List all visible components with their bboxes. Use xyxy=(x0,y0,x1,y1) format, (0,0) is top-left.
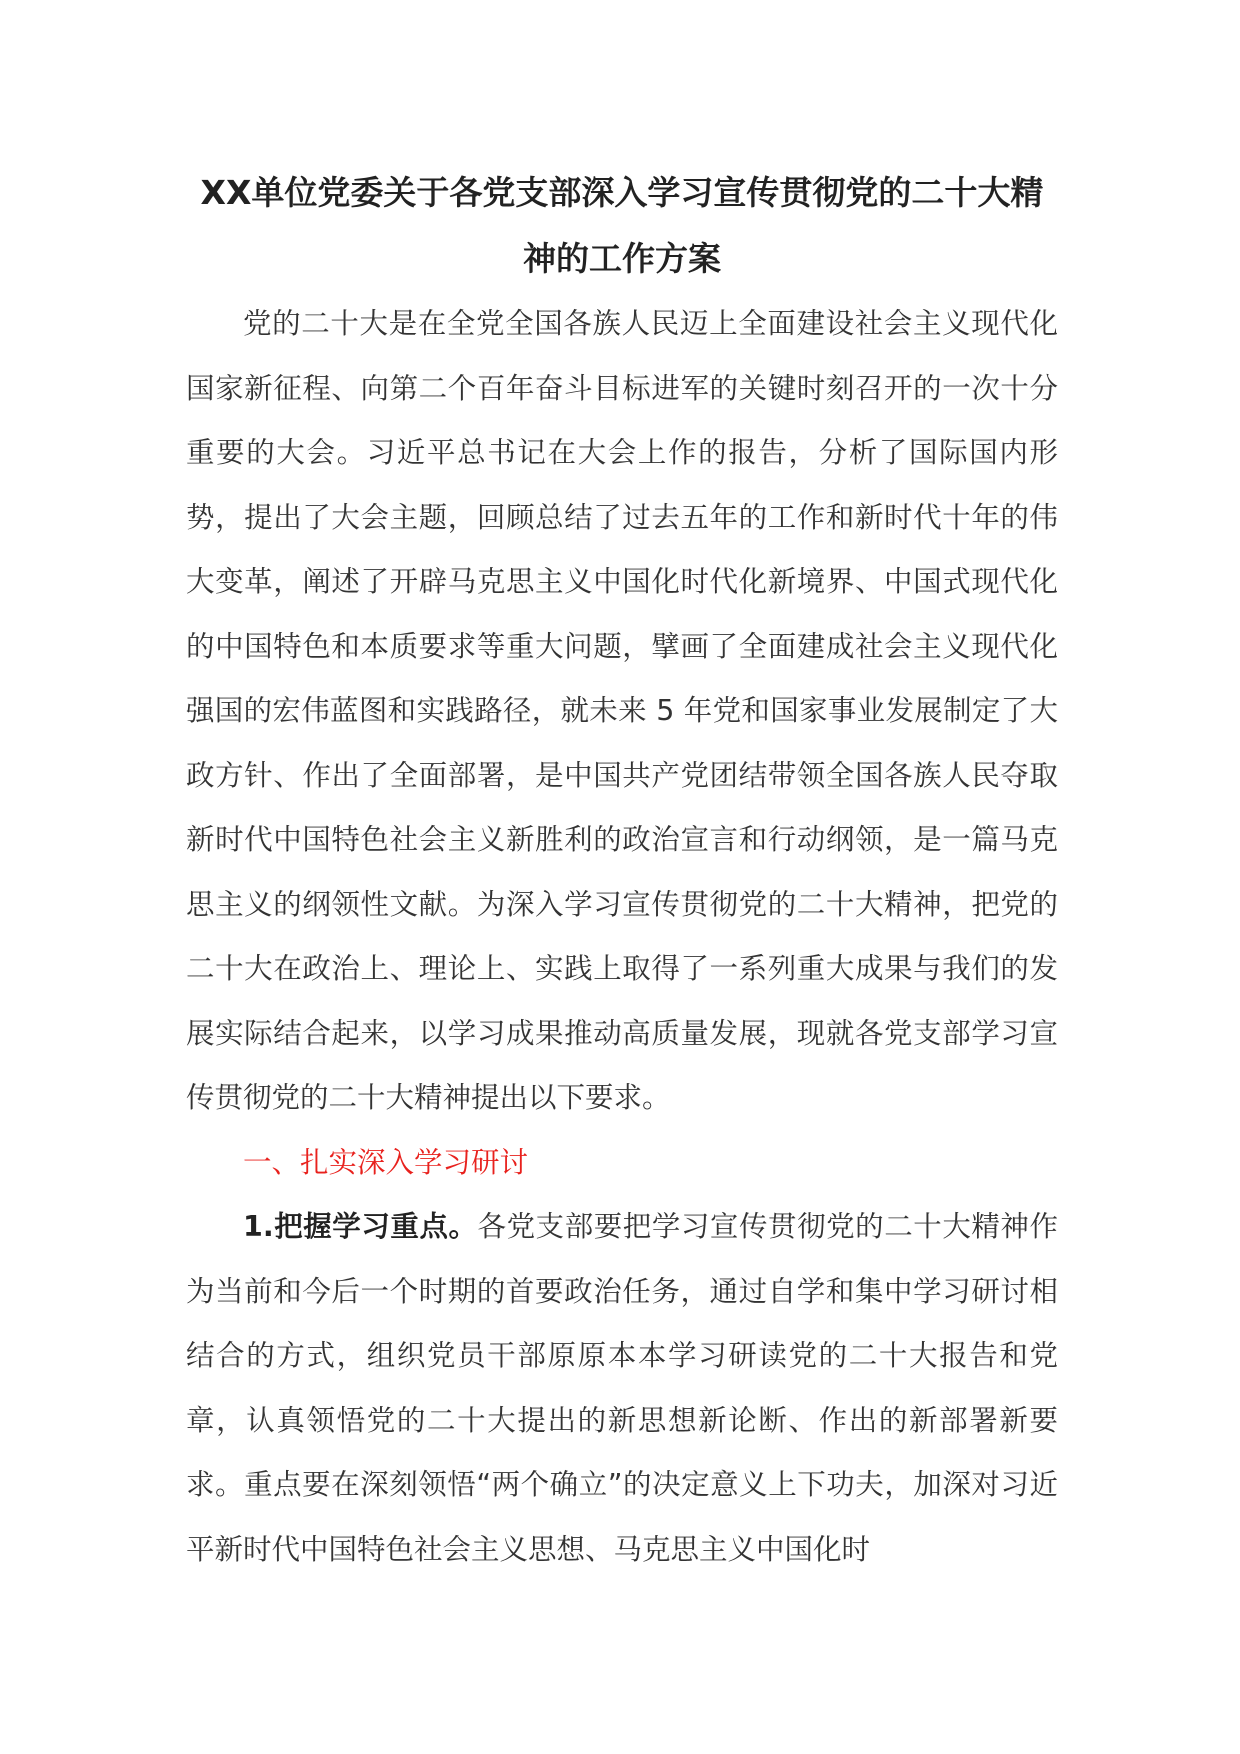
document-title xyxy=(186,160,1058,292)
section-1-heading: 一、扎实深入学习研讨 xyxy=(243,1145,529,1179)
title-line-2: 神的工作方案 xyxy=(523,239,721,278)
item-1-paragraph xyxy=(186,1195,1058,1582)
title-line-1: XX单位党委关于各党支部深入学习宣传贯彻党的二十大精 xyxy=(200,173,1044,212)
item-1-lead: 1.把握学习重点。 xyxy=(243,1210,478,1243)
intro-paragraph: 党的二十大是在全党全国各族人民迈上全面建设社会主义现代化国家新征程、向第二个百年奋斗目标进军的关键时刻召开的一次十分重要的大会。习近平总书记在大会上作的报告，分析了国际国内形势，提出了大会主题，回顾总结了过去五年的工作和新时代十年的伟大变革，阐述了开辟马克思主义中国化时代化新境界、中国式现代化的中国特色和本质要求等重大问题，擘画了全面建成社会主义现代化强国的宏伟蓝图和实践路径，就未来 5 年党和国家事业发展制定了大政方针、作出了全面部署，是中国共产党团结带领全国各族人民夺取新时代中国特色社会主义新胜利的政治宣言和行动纲领，是一篇马克思主义的纲领性文献。为深入学习宣传贯彻党的二十大精神，把党的二十大在政治上、理论上、实践上取得了一系列重大成果与我们的发展实际结合起来，以学习成果推动高质量发展，现就各党支部学习宣传贯彻党的二十大精神提出以下要求。 xyxy=(186,307,1058,1114)
document-page xyxy=(186,160,1058,1582)
item-1-text: 各党支部要把学习宣传贯彻党的二十大精神作为当前和今后一个时期的首要政治任务，通过自学和集中学习研讨相结合的方式，组织党员干部原原本本学习研读党的二十大报告和党章，认真领悟党的二十大提出的新思想新论断、作出的新部署新要求。重点要在深刻领悟“两个确立”的决定意义上下功夫，加深对习近平新时代中国特色社会主义思想、马克思主义中国化时 xyxy=(186,1210,1058,1566)
